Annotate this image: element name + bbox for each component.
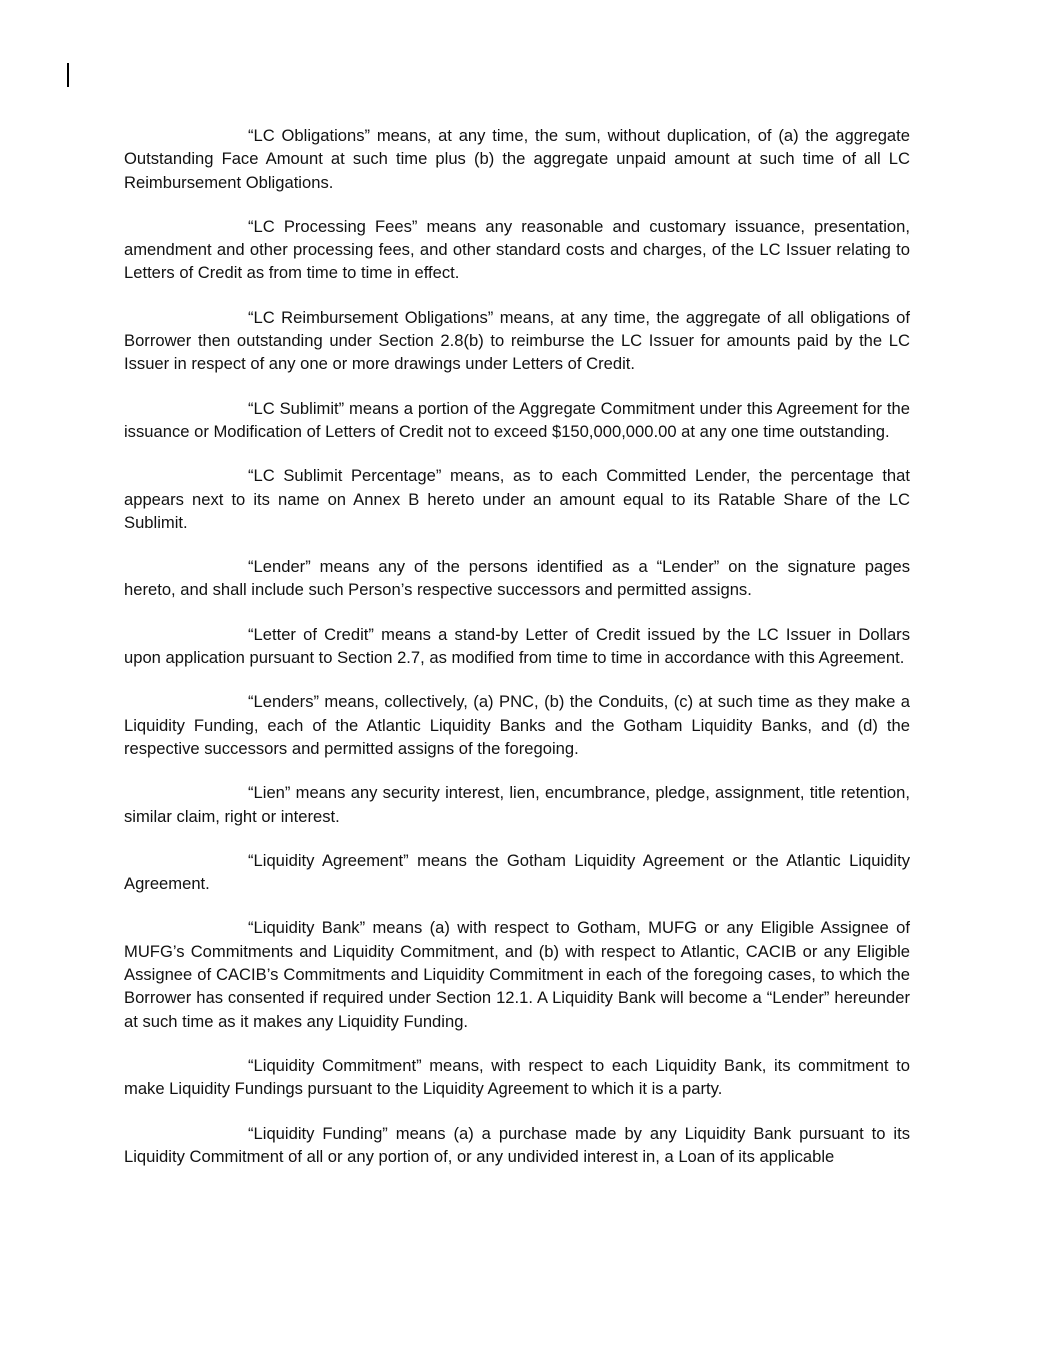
definition-lc-sublimit: “LC Sublimit” means a portion of the Aggregate Commitment under this Agreement for the issuance or Modification of Letters of Credit not to exceed $150,000,000.00 at any one time outstanding. — [124, 398, 910, 441]
definition-lc-obligations: “LC Obligations” means, at any time, the sum, without duplication, of (a) the aggregate Outstanding Face Amount at such time plus (b) the aggregate unpaid amount at such time of all LC Reimbursement Obligations. — [124, 126, 910, 192]
definition-lenders: “Lenders” means, collectively, (a) PNC, (b) the Conduits, (c) at such time as they make a Liquidity Funding, each of the Atlantic Liquidity Banks and the Gotham Liquidity Banks, and (d) the respective successors and permitted assigns of the foregoing. — [124, 692, 910, 758]
definition-lc-reimbursement-obligations: “LC Reimbursement Obligations” means, at any time, the aggregate of all obligations of Borrower then outstanding under Section 2.8(b) to reimburse the LC Issuer for amounts paid by the LC Issuer in respect of any one or more drawings under Letters of Credit. — [124, 307, 910, 374]
definition-lien: “Lien” means any security interest, lien, encumbrance, pledge, assignment, title retention, similar claim, right or interest. — [124, 783, 910, 826]
revision-bar — [67, 63, 69, 87]
definition-lc-sublimit-percentage: “LC Sublimit Percentage” means, as to each Committed Lender, the percentage that appears next to its name on Annex B hereto under an amount equal to its Ratable Share of the LC Sublimit. — [124, 466, 910, 532]
definition-liquidity-commitment: “Liquidity Commitment” means, with respect to each Liquidity Bank, its commitment to make Liquidity Fundings pursuant to the Liquidity Agreement to which it is a party. — [124, 1055, 910, 1099]
definition-lender: “Lender” means any of the persons identified as a “Lender” on the signature pages hereto, and shall include such Person’s respective successors and permitted assigns. — [124, 557, 910, 600]
definition-liquidity-funding: “Liquidity Funding” means (a) a purchase made by any Liquidity Bank pursuant to its Liquidity Commitment of all or any portion of, or any undivided interest in, a Loan of its applicable — [124, 1123, 910, 1166]
definition-letter-of-credit: “Letter of Credit” means a stand-by Letter of Credit issued by the LC Issuer in Dollars upon application pursuant to Section 2.7, as modified from time to time in accordance with this Agreement. — [124, 624, 910, 668]
document-body — [124, 124, 910, 1168]
definition-liquidity-agreement: “Liquidity Agreement” means the Gotham Liquidity Agreement or the Atlantic Liquidity Agreement. — [124, 850, 910, 894]
definition-liquidity-bank: “Liquidity Bank” means (a) with respect to Gotham, MUFG or any Eligible Assignee of MUFG’s Commitments and Liquidity Commitment, and (b) with respect to Atlantic, CACIB or any Eligible Assignee of CACIB’s Commitments and Liquidity Commitment in each of the foregoing cases, to which the Borrower has consented if required under Section 12.1. A Liquidity Bank will become a “Lender” hereunder at such time as it makes any Liquidity Funding. — [124, 918, 910, 1031]
definition-lc-processing-fees: “LC Processing Fees” means any reasonable and customary issuance, presentation, amendment and other processing fees, and other standard costs and charges, of the LC Issuer relating to Letters of Credit as from time to time in effect. — [124, 216, 910, 283]
